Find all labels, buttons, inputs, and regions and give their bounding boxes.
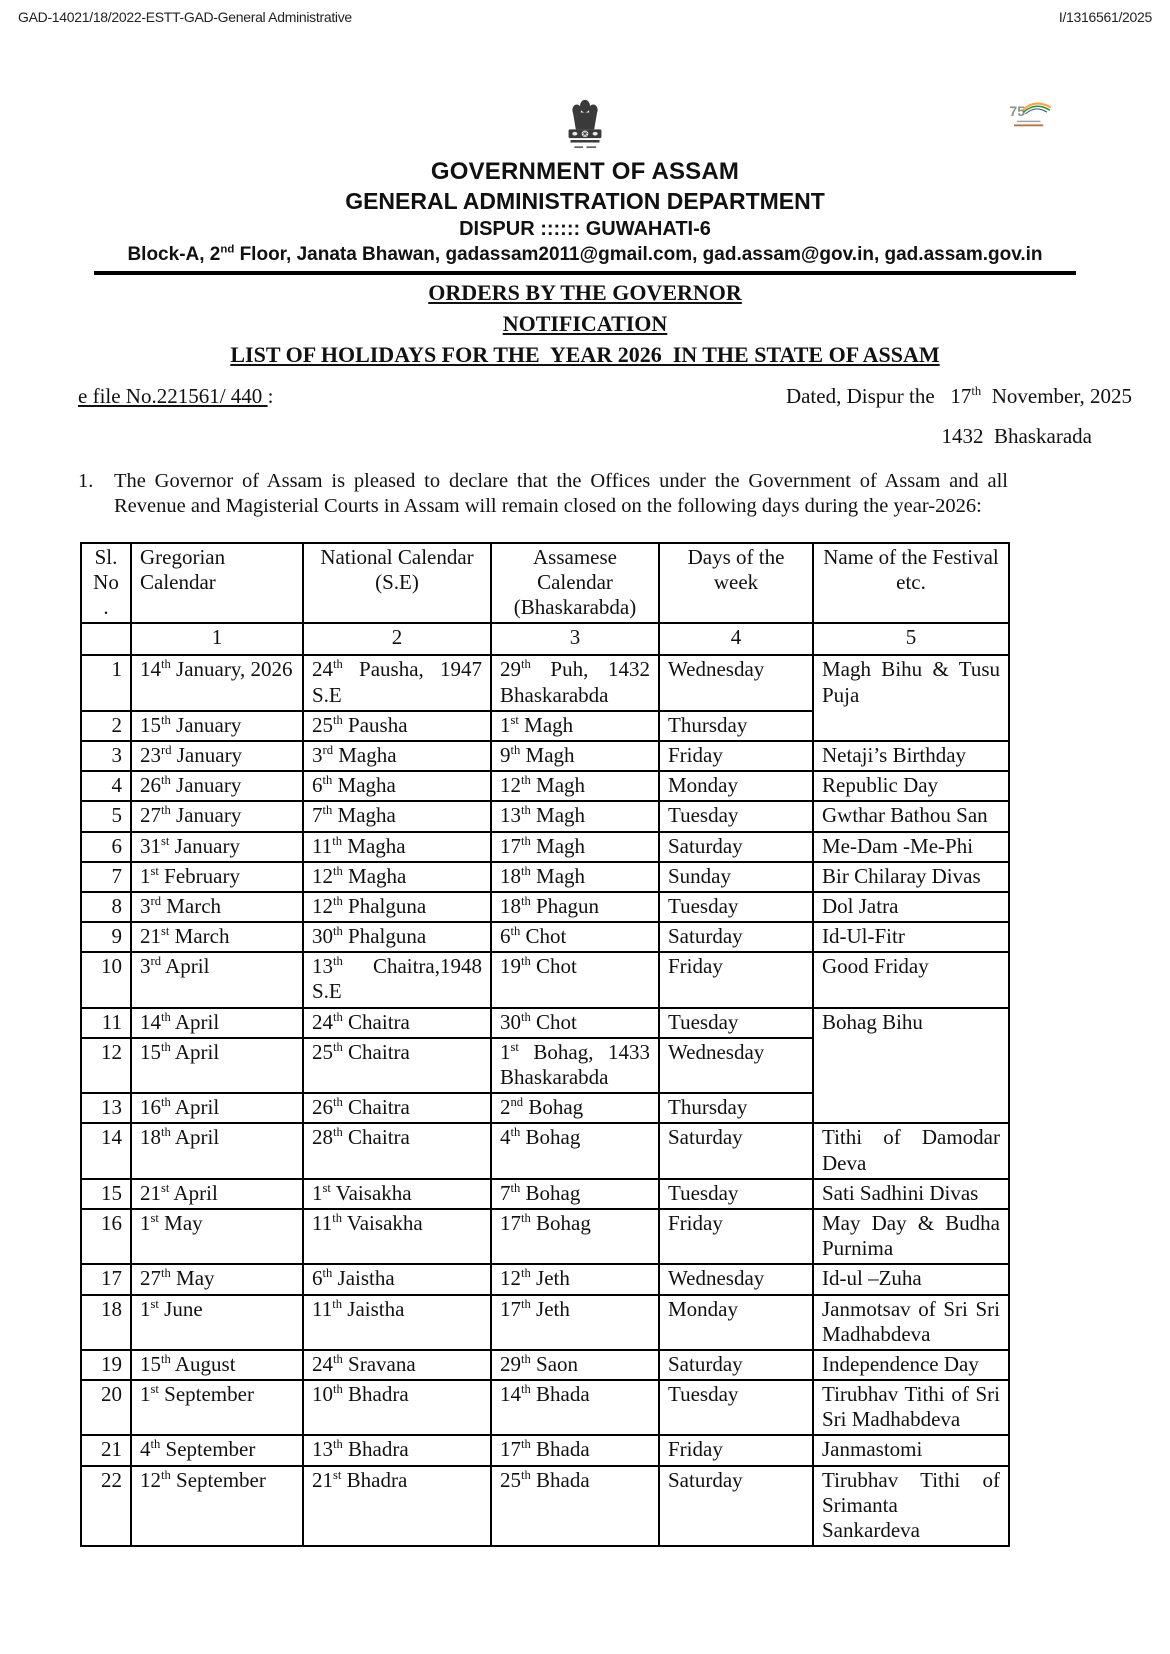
table-header-row (81, 543, 1009, 624)
list-heading: LIST OF HOLIDAYS FOR THE YEAR 2026 IN THE STATE OF ASSAM (230, 342, 940, 367)
cell-day: Friday (659, 1209, 813, 1264)
col-num-0 (81, 623, 131, 655)
cell-day: Saturday (659, 1123, 813, 1178)
cell-assamese: 13th Magh (491, 801, 659, 831)
cell-national: 3rd Magha (303, 741, 491, 771)
era-line: 1432 Bhaskarada (941, 424, 1092, 448)
holidays-table (80, 542, 1010, 1547)
cell-assamese: 19th Chot (491, 952, 659, 1007)
cell-gregorian: 12th September (131, 1466, 303, 1547)
svg-text:75: 75 (1009, 102, 1026, 119)
cell-gregorian: 15th April (131, 1038, 303, 1093)
cell-gregorian: 16th April (131, 1093, 303, 1123)
file-date-line (0, 384, 1170, 409)
cell-gregorian: 26th January (131, 771, 303, 801)
cell-festival: Republic Day (813, 771, 1009, 801)
reference-bar (0, 0, 1170, 25)
cell-gregorian: 15th January (131, 711, 303, 741)
cell-day: Friday (659, 1435, 813, 1465)
amrit-mahotsav-logo-icon (1008, 99, 1054, 131)
cell-festival: Janmotsav of Sri Sri Madhabdeva (813, 1295, 1009, 1350)
cell-gregorian: 23rd January (131, 741, 303, 771)
cell-national: 28th Chaitra (303, 1123, 491, 1178)
cell-gregorian: 4th September (131, 1435, 303, 1465)
file-reference-right: I/1316561/2025 (1058, 9, 1152, 25)
table-row (81, 1209, 1009, 1264)
cell-assamese: 18th Phagun (491, 892, 659, 922)
table-row (81, 1295, 1009, 1350)
cell-gregorian: 21st March (131, 922, 303, 952)
cell-gregorian: 21st April (131, 1179, 303, 1209)
cell-festival: May Day & Budha Purnima (813, 1209, 1009, 1264)
col-num-3: 3 (491, 623, 659, 655)
cell-gregorian: 14th April (131, 1008, 303, 1038)
cell-gregorian: 27th May (131, 1264, 303, 1294)
cell-sl-no: 21 (81, 1435, 131, 1465)
table-row (81, 801, 1009, 831)
cell-gregorian: 15th August (131, 1350, 303, 1380)
cell-gregorian: 18th April (131, 1123, 303, 1178)
state-emblem-icon (0, 97, 1170, 155)
government-title: GOVERNMENT OF ASSAM (430, 158, 740, 185)
cell-assamese: 29th Puh, 1432 Bhaskarabda (491, 655, 659, 710)
cell-gregorian: 1st May (131, 1209, 303, 1264)
cell-festival: Id-Ul-Fitr (813, 922, 1009, 952)
cell-gregorian: 27th January (131, 801, 303, 831)
orders-heading: ORDERS BY THE GOVERNOR (428, 280, 742, 305)
cell-national: 25th Pausha (303, 711, 491, 741)
cell-festival: Gwthar Bathou San (813, 801, 1009, 831)
cell-national: 11th Jaistha (303, 1295, 491, 1350)
cell-festival: Id-ul –Zuha (813, 1264, 1009, 1294)
cell-sl-no: 20 (81, 1380, 131, 1435)
cell-festival: Bir Chilaray Divas (813, 862, 1009, 892)
cell-national: 13th Chaitra,1948 S.E (303, 952, 491, 1007)
cell-day: Monday (659, 771, 813, 801)
department-title: GENERAL ADMINISTRATION DEPARTMENT (345, 188, 825, 214)
cell-day: Tuesday (659, 1179, 813, 1209)
cell-day: Thursday (659, 711, 813, 741)
efile-number: e file No.221561/ 440 : (78, 384, 274, 408)
cell-assamese: 17th Magh (491, 832, 659, 862)
cell-day: Tuesday (659, 1380, 813, 1435)
cell-national: 24th Sravana (303, 1350, 491, 1380)
table-row (81, 1466, 1009, 1547)
cell-gregorian: 1st February (131, 862, 303, 892)
cell-festival: Tirubhav Tithi of Sri Sri Madhabdeva (813, 1380, 1009, 1435)
cell-sl-no: 22 (81, 1466, 131, 1547)
cell-national: 30th Phalguna (303, 922, 491, 952)
table-row (81, 1350, 1009, 1380)
cell-national: 12th Magha (303, 862, 491, 892)
cell-assamese: 25th Bhada (491, 1466, 659, 1547)
cell-festival: Janmastomi (813, 1435, 1009, 1465)
table-row (81, 1264, 1009, 1294)
cell-festival: Netaji’s Birthday (813, 741, 1009, 771)
cell-gregorian: 1st September (131, 1380, 303, 1435)
cell-day: Sunday (659, 862, 813, 892)
cell-national: 24th Chaitra (303, 1008, 491, 1038)
cell-sl-no: 6 (81, 832, 131, 862)
cell-national: 10th Bhadra (303, 1380, 491, 1435)
cell-sl-no: 11 (81, 1008, 131, 1038)
cell-assamese: 12th Jeth (491, 1264, 659, 1294)
col-num-2: 2 (303, 623, 491, 655)
cell-assamese: 17th Jeth (491, 1295, 659, 1350)
cell-gregorian: 14th January, 2026 (131, 655, 303, 710)
header-days: Days of the week (659, 543, 813, 624)
cell-sl-no: 14 (81, 1123, 131, 1178)
header-sl-no: Sl. No . (81, 543, 131, 624)
cell-assamese: 2nd Bohag (491, 1093, 659, 1123)
cell-national: 7th Magha (303, 801, 491, 831)
cell-sl-no: 13 (81, 1093, 131, 1123)
cell-festival: Dol Jatra (813, 892, 1009, 922)
cell-national: 24th Pausha, 1947 S.E (303, 655, 491, 710)
cell-assamese: 17th Bhada (491, 1435, 659, 1465)
cell-sl-no: 15 (81, 1179, 131, 1209)
paragraph-number: 1. (78, 470, 94, 492)
cell-sl-no: 10 (81, 952, 131, 1007)
address-line: Block-A, 2nd Floor, Janata Bhawan, gadassam2011@gmail.com, gad.assam@gov.in, gad.assam.gov.in (94, 244, 1076, 275)
notification-heading: NOTIFICATION (502, 311, 668, 336)
table-row (81, 741, 1009, 771)
cell-day: Friday (659, 952, 813, 1007)
column-number-row (81, 623, 1009, 655)
cell-festival: Tirubhav Tithi of Srimanta Sankardeva (813, 1466, 1009, 1547)
cell-day: Saturday (659, 1466, 813, 1547)
cell-assamese: 4th Bohag (491, 1123, 659, 1178)
cell-national: 11th Magha (303, 832, 491, 862)
cell-sl-no: 12 (81, 1038, 131, 1093)
cell-gregorian: 1st June (131, 1295, 303, 1350)
header-assamese: Assamese Calendar (Bhaskarabda) (491, 543, 659, 624)
cell-festival: Good Friday (813, 952, 1009, 1007)
cell-sl-no: 18 (81, 1295, 131, 1350)
cell-assamese: 30th Chot (491, 1008, 659, 1038)
cell-day: Tuesday (659, 801, 813, 831)
cell-sl-no: 1 (81, 655, 131, 710)
table-row (81, 1008, 1009, 1038)
cell-day: Wednesday (659, 655, 813, 710)
table-row (81, 892, 1009, 922)
cell-day: Tuesday (659, 1008, 813, 1038)
cell-gregorian: 3rd April (131, 952, 303, 1007)
cell-day: Saturday (659, 832, 813, 862)
table-row (81, 1123, 1009, 1178)
table-row (81, 952, 1009, 1007)
col-num-1: 1 (131, 623, 303, 655)
header-gregorian: Gregorian Calendar (131, 543, 303, 624)
header-national: National Calendar (S.E) (303, 543, 491, 624)
cell-day: Friday (659, 741, 813, 771)
place-line: DISPUR :::::: GUWAHATI-6 (459, 218, 711, 240)
paragraph-text: The Governor of Assam is pleased to declare that the Offices under the Government of Assam and all Revenue and Magisterial Courts in Assam will remain closed on the following days during the year-2026: (114, 470, 1008, 518)
cell-national: 6th Jaistha (303, 1264, 491, 1294)
cell-sl-no: 3 (81, 741, 131, 771)
cell-sl-no: 7 (81, 862, 131, 892)
cell-national: 6th Magha (303, 771, 491, 801)
cell-national: 11th Vaisakha (303, 1209, 491, 1264)
table-row (81, 832, 1009, 862)
col-num-5: 5 (813, 623, 1009, 655)
header-festival: Name of the Festival etc. (813, 543, 1009, 624)
cell-festival: Magh Bihu & Tusu Puja (813, 655, 1009, 741)
cell-assamese: 17th Bohag (491, 1209, 659, 1264)
cell-national: 21st Bhadra (303, 1466, 491, 1547)
cell-festival: Tithi of Damodar Deva (813, 1123, 1009, 1178)
cell-sl-no: 4 (81, 771, 131, 801)
cell-gregorian: 3rd March (131, 892, 303, 922)
holidays-table-body (81, 655, 1009, 1546)
cell-sl-no: 16 (81, 1209, 131, 1264)
cell-sl-no: 5 (81, 801, 131, 831)
table-row (81, 922, 1009, 952)
cell-day: Tuesday (659, 892, 813, 922)
declaration-paragraph (78, 469, 1008, 520)
cell-assamese: 14th Bhada (491, 1380, 659, 1435)
cell-day: Wednesday (659, 1038, 813, 1093)
cell-day: Monday (659, 1295, 813, 1350)
cell-assamese: 1st Magh (491, 711, 659, 741)
cell-assamese: 7th Bohag (491, 1179, 659, 1209)
table-row (81, 655, 1009, 710)
cell-festival: Independence Day (813, 1350, 1009, 1380)
table-row (81, 862, 1009, 892)
dated-line: Dated, Dispur the 17th November, 2025 (785, 384, 1132, 408)
cell-sl-no: 8 (81, 892, 131, 922)
cell-assamese: 9th Magh (491, 741, 659, 771)
cell-day: Saturday (659, 922, 813, 952)
cell-festival: Me-Dam -Me-Phi (813, 832, 1009, 862)
cell-day: Thursday (659, 1093, 813, 1123)
cell-sl-no: 2 (81, 711, 131, 741)
cell-gregorian: 31st January (131, 832, 303, 862)
cell-sl-no: 19 (81, 1350, 131, 1380)
cell-festival: Bohag Bihu (813, 1008, 1009, 1124)
cell-sl-no: 17 (81, 1264, 131, 1294)
file-reference-left: GAD-14021/18/2022-ESTT-GAD-General Administrative (18, 9, 352, 25)
table-row (81, 1435, 1009, 1465)
table-row (81, 1179, 1009, 1209)
table-row (81, 1380, 1009, 1435)
col-num-4: 4 (659, 623, 813, 655)
cell-assamese: 12th Magh (491, 771, 659, 801)
cell-assamese: 29th Saon (491, 1350, 659, 1380)
cell-sl-no: 9 (81, 922, 131, 952)
cell-national: 26th Chaitra (303, 1093, 491, 1123)
cell-national: 12th Phalguna (303, 892, 491, 922)
cell-national: 25th Chaitra (303, 1038, 491, 1093)
cell-day: Wednesday (659, 1264, 813, 1294)
cell-festival: Sati Sadhini Divas (813, 1179, 1009, 1209)
cell-assamese: 18th Magh (491, 862, 659, 892)
cell-day: Saturday (659, 1350, 813, 1380)
cell-national: 13th Bhadra (303, 1435, 491, 1465)
cell-national: 1st Vaisakha (303, 1179, 491, 1209)
table-row (81, 771, 1009, 801)
cell-assamese: 1st Bohag, 1433 Bhaskarabda (491, 1038, 659, 1093)
cell-assamese: 6th Chot (491, 922, 659, 952)
